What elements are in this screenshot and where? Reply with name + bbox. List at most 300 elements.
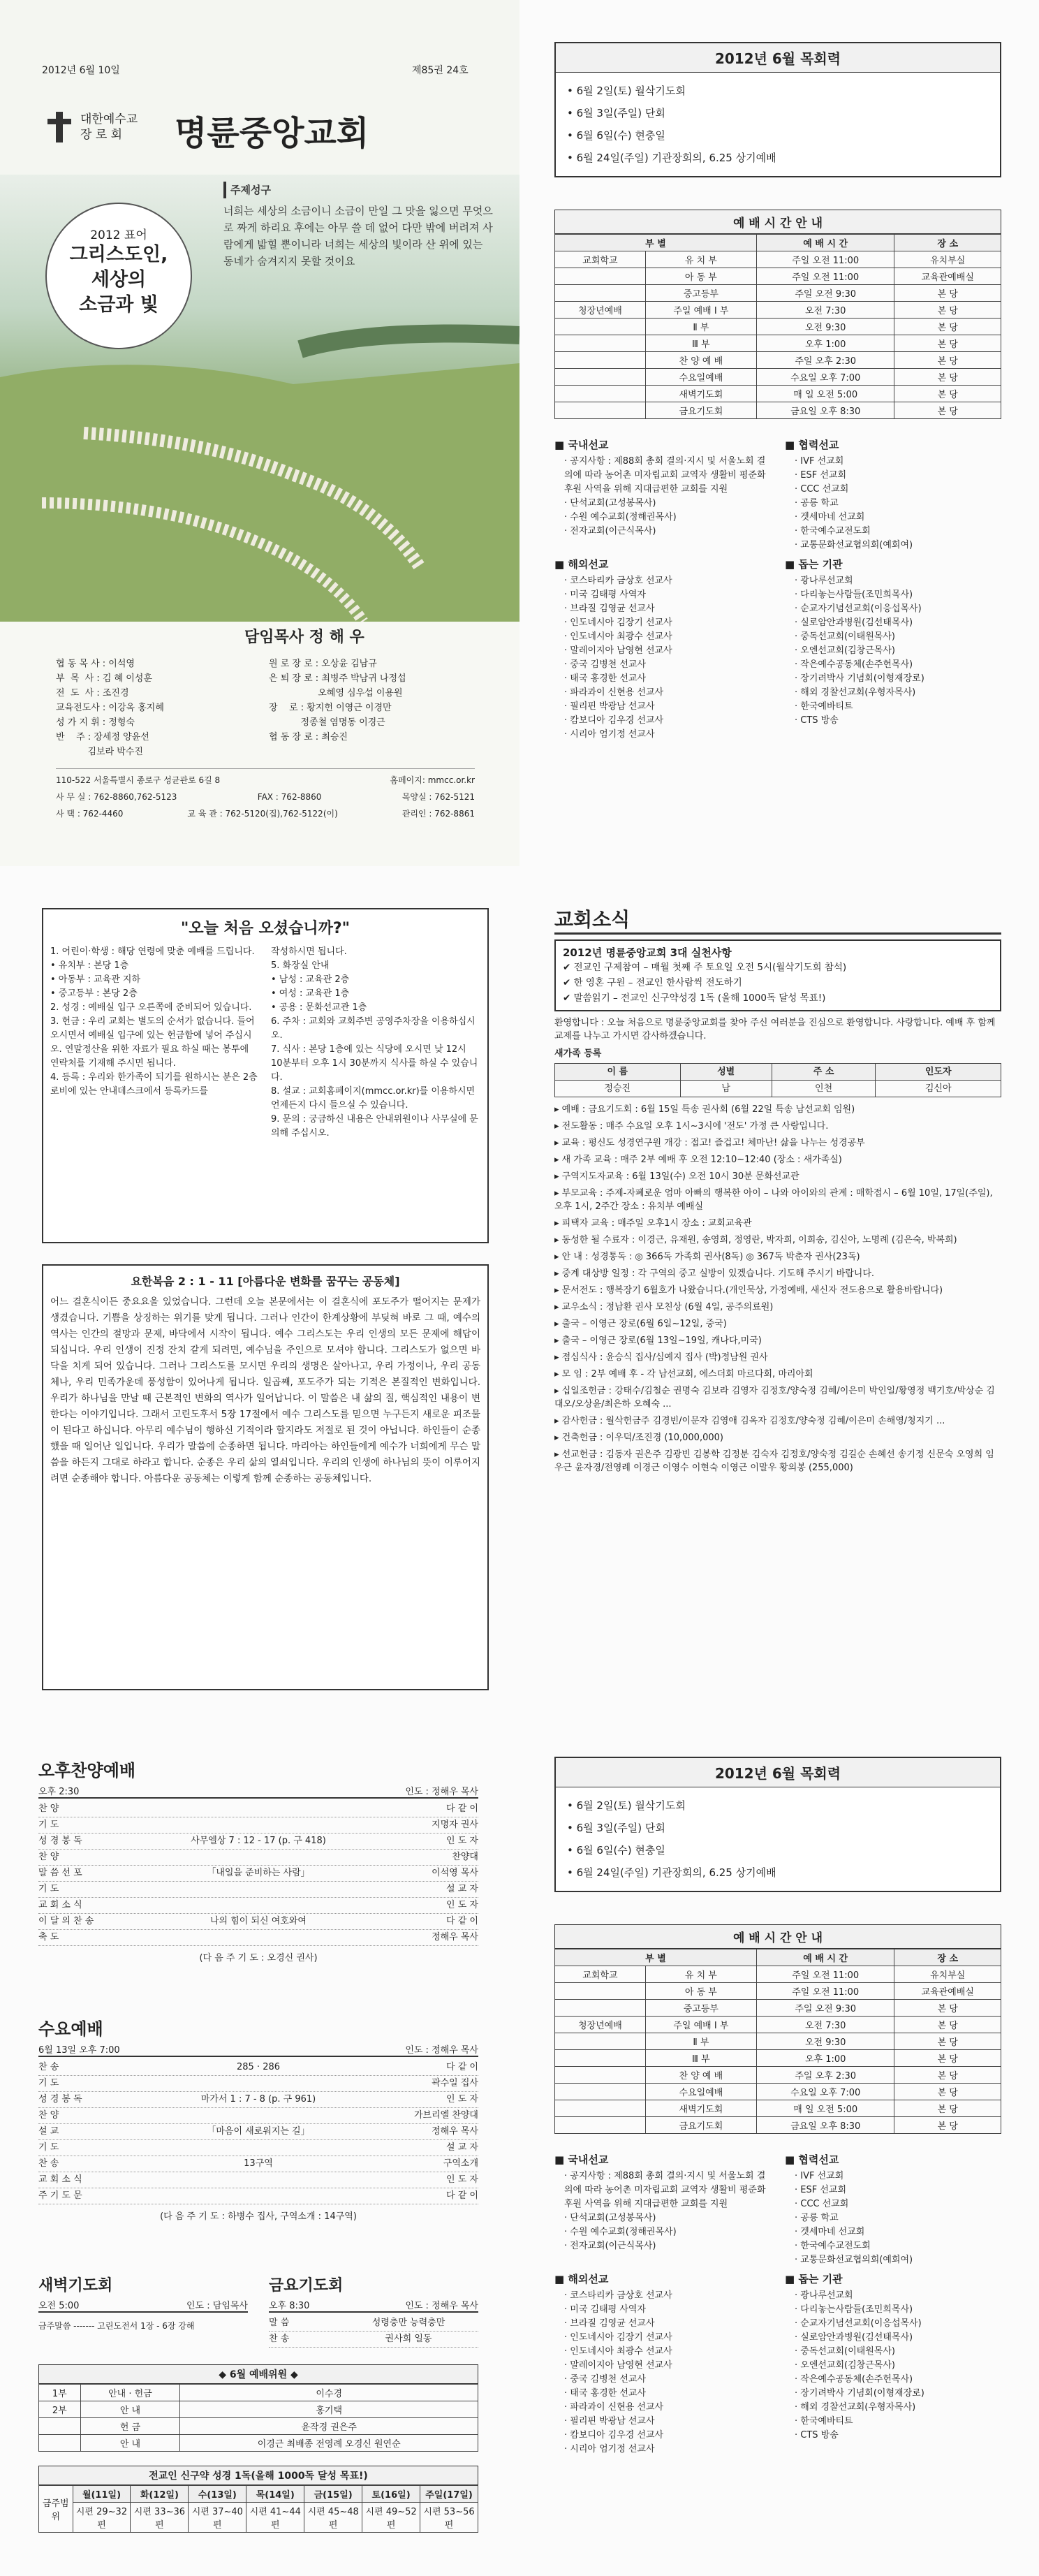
- worship-times-box: [554, 210, 1001, 419]
- order-cell: 「마음이 새로워지는 길」: [207, 2126, 310, 2137]
- worship-row: [555, 2100, 1001, 2117]
- news-items: [554, 1103, 1001, 1474]
- address: 110-522 서울특별시 종로구 성균관로 6길 8: [56, 775, 221, 785]
- order-cell: 나의 힘이 되신 여호와여: [210, 1916, 307, 1926]
- cross-icon: [56, 112, 63, 142]
- info-page-bottom: [520, 1715, 1039, 2576]
- news-content: [554, 1016, 1001, 1478]
- servers-cell: 이수경: [180, 2385, 478, 2401]
- mission-list: [554, 574, 771, 742]
- rectory-phone: 사 택 : 762-4460: [56, 809, 124, 819]
- mission-item: · 시리아 엄기정 선교사: [564, 2443, 771, 2457]
- staff-cell: 오혜영 심우섭 이용원: [269, 688, 403, 698]
- mission-block: [554, 433, 1001, 742]
- mission-item: · 해외 경찰선교회(우형자목사): [795, 2401, 1001, 2415]
- wednesday-leader: 인도 : 정해우 목사: [405, 2045, 478, 2056]
- worship-cell: 본 당: [894, 302, 1001, 319]
- welcome-item: 8. 설교 : 교회홈페이지(mmcc.or.kr)를 이용하시면 언제든지 다시 들으실 수 있습니다.: [271, 1086, 476, 1111]
- mission-item: · 파라과이 신현용 선교사: [564, 2401, 771, 2415]
- order-cell: 인 도 자: [446, 1836, 478, 1846]
- worship-row: [555, 2084, 1001, 2100]
- mission-item: · 공릉 학교: [795, 497, 1001, 511]
- worship-cell: 교육관예배실: [894, 268, 1001, 285]
- worship-cell: 수요일 오후 7:00: [756, 369, 894, 386]
- welcome-left-column: [50, 945, 260, 1141]
- order-cell: [149, 1801, 369, 1817]
- welcome-item: 2. 성경 : 예배실 입구 오른쪽에 준비되어 있습니다.: [50, 1002, 252, 1013]
- staff-cell: 협 동 목 사 : 이석영: [56, 659, 135, 669]
- order-cell: 찬 양: [38, 2110, 59, 2121]
- welcome-item: • 유치부 : 본당 1층: [50, 960, 129, 971]
- news-item: ▸ 십일조헌금 : 강태수/김철순 권명숙 김보라 김영자 김정호/양숙정 김혜/이은미 박인일/황영정 백기호/박상순 김대오/오상윤/최은하 오혜숙 ...: [554, 1386, 995, 1410]
- worship-cell: [555, 2084, 646, 2100]
- dawn-prayer: [38, 2274, 248, 2332]
- motto-line-1: 그리스도인,: [69, 244, 168, 265]
- mission-item: · 다리놓는사람들(조민희목사): [795, 588, 1001, 602]
- news-item: ▸ 새 가족 교육 : 매주 2부 예배 후 오전 12:10~12:40 (장소 : 새가족실): [554, 1155, 842, 1165]
- servers-cell: 1부: [39, 2385, 81, 2401]
- servers-cell: 안내 · 헌금: [80, 2385, 180, 2401]
- worship-times-title: 예 배 시 간 안 내: [554, 210, 1001, 234]
- reading-range: 시편 53~56편: [420, 2503, 478, 2533]
- order-cell: 「내일을 준비하는 사람」: [207, 1868, 310, 1878]
- reading-range: 시편 45~48편: [304, 2503, 362, 2533]
- staff-row: [56, 671, 482, 686]
- order-row: [38, 1850, 478, 1866]
- afternoon-leader: 인도 : 정해우 목사: [405, 1787, 478, 1797]
- worship-cell: 본 당: [894, 369, 1001, 386]
- staff-cell: 정종철 염명동 이경근: [269, 717, 385, 728]
- worship-cell: 찬 양 예 배: [645, 2067, 756, 2084]
- afternoon-time: 오후 2:30: [38, 1787, 80, 1797]
- staff-cell: 성 가 지 휘 : 정형숙: [56, 717, 135, 728]
- worship-cell: 금요기도회: [645, 2117, 756, 2134]
- mission-column: [554, 552, 771, 742]
- mission-column: [785, 552, 1001, 742]
- afternoon-order: [38, 1801, 478, 1946]
- friday-time: 오후 8:30: [269, 2301, 310, 2311]
- worship-row: [555, 352, 1001, 369]
- order-row: [269, 2332, 478, 2348]
- practice-title: 2012년 명륜중앙교회 3대 실천사항: [563, 946, 732, 959]
- worship-row: [555, 251, 1001, 268]
- staff-cell: 부 목 사 : 김 혜 이성훈: [56, 673, 152, 684]
- mission-block-2: [554, 2148, 1001, 2457]
- welcome-title: "오늘 처음 오셨습니까?": [180, 920, 351, 937]
- welcome-item: • 여성 : 교육관 1층: [271, 988, 350, 999]
- denomination-line-2: 장 로 회: [80, 128, 123, 142]
- worship-cell: 유 치 부: [645, 1966, 756, 1983]
- mission-column: [554, 433, 771, 552]
- mission-item: · 단석교회(고성봉목사): [564, 2211, 771, 2225]
- mission-item: · 실로암안과병원(김선태목사): [795, 616, 1001, 630]
- dawn-time: 오전 5:00: [38, 2301, 80, 2311]
- order-cell: 정해우 목사: [432, 1932, 478, 1942]
- news-item: ▸ 피택자 교육 : 매주일 오후1시 장소 : 교회교육관: [554, 1218, 752, 1229]
- worship-cell: 주일 예배 Ⅰ 부: [645, 302, 756, 319]
- mission-item: · 장기려박사 기념회(이형재장로): [795, 2387, 1001, 2401]
- worship-cell: 수요일예배: [645, 369, 756, 386]
- mission-item: · 필리핀 박광남 선교사: [564, 2415, 771, 2429]
- afternoon-next: (다 음 주 기 도 : 오경신 권사): [199, 1953, 318, 1963]
- services-page: [0, 1715, 520, 2576]
- calendar-title: 2012년 6월 목회력: [556, 43, 1000, 73]
- mission-item: · 수원 예수교회(정해권목사): [564, 2225, 771, 2239]
- worship-times-box-2: [554, 1924, 1001, 2134]
- mission-title: ■ 돕는 기관: [785, 2273, 843, 2285]
- worship-cell: 수요일예배: [645, 2084, 756, 2100]
- worship-cell: 새벽기도회: [645, 2100, 756, 2117]
- worship-cell: [555, 1983, 646, 2000]
- reading-day: 금(15일): [304, 2486, 362, 2503]
- staff-cell: [269, 745, 482, 759]
- denomination-line-1: 대한예수교: [80, 112, 138, 126]
- order-cell: [149, 1817, 369, 1833]
- mission-item: · 광나루선교회: [795, 2289, 1001, 2303]
- sermon-title: 요한복음 2 : 1 - 11 [아름다운 변화를 꿈꾸는 공동체]: [131, 1275, 400, 1288]
- order-row: [38, 2060, 478, 2076]
- worship-cell: 본 당: [894, 2000, 1001, 2017]
- order-cell: 구역소개: [443, 2158, 478, 2169]
- mission-item: · 순교자기념선교회(이응섭목사): [795, 2317, 1001, 2331]
- order-row: [38, 1898, 478, 1914]
- order-cell: 사무엘상 7 : 12 - 17 (p. 구 418): [191, 1836, 326, 1846]
- mission-column: [785, 433, 1001, 552]
- servers-cell: 2부: [39, 2401, 81, 2418]
- worship-cell: 금요일 오후 8:30: [756, 402, 894, 419]
- worship-cell: 주일 오전 11:00: [756, 268, 894, 285]
- newcomer-header: 성별: [680, 1064, 772, 1081]
- office-phone: 사 무 실 : 762-8860,762-5123: [56, 792, 177, 802]
- mission-item: · 순교자기념선교회(이응섭목사): [795, 602, 1001, 616]
- reading-day: 목(14일): [246, 2486, 304, 2503]
- order-cell: 다 같 이: [446, 1916, 478, 1926]
- mission-item: · 한국예바티트: [795, 700, 1001, 714]
- mission-column: [554, 2267, 771, 2457]
- news-item: ▸ 부모교육 : 주제-자폐로운 엄마 아빠의 행복한 아이 – 나와 아이와의 관계 : 매학접시 – 6월 10일, 17일(주일), 오후 1시, 2주간 장소 : 유치부 예배실: [554, 1188, 993, 1212]
- sermon-body: 어느 결혼식이든 중요요올 있었습니다. 그런데 오늘 본문에서는 이 결혼식에 포도주가 떨어지는 문제가 생겼습니다. 기쁨을 상징하는 위기를 맞게 됩니다. 그러나 인간이 한계상황에 부딪혀 바로 그 때, 예수의 역사는 인간의 절망과 문제, 바닥에서 시작이 됩니다. 예수 그리스도는 우리 인생의 모든 문제에 해답이 되십니다. 우리 인생이 진정 잔치 같게 되려면, 예수님을 주인으로 모셔야 합니다. 그리스도가 없으면 바닥을 치게 되어 있습니다. 그러나 그리스도를 모시면 우리의 생명은 살아나고, 우리 가정이나, 우리 공동체나, 우리 민족가운데 풍성함이 있어나게 됩니다. 일곱째, 포도주가 되는 기적은 본질적인 변화입니다. 우리가 하나님을 만날 때 근본적인 변화의 역사가 일어납니다. 이 말씀은 내 삶의 질, 핵심적인 내용이 변한다는 이야기입니다. 그래서 고린도후서 5장 17절에서 예수 그리스도를 믿으면 누구든지 새로운 피조물이 된다고 하십니다. 아무리 예수님이 행하신 기적이라 할지라도 저절로 된 것이 아닙니다. 하인들이 순종했을 때 일어난 일입니다. 우리가 말씀에 순종하면 됩니다. 마리아는 하인들에게 예수가 너희에게 무슨 말씀을 하든지 그대로 하라고 합니다. 순종은 우리 삶의 열쇠입니다. 우리의 인생에 하나님의 뜻이 이루어지려면 순종해야 합니다. 아름다운 공동체는 이렇게 함께 순종하는 공동체입니다.: [50, 1296, 480, 1484]
- servers-box: [38, 2364, 478, 2452]
- order-cell: 설 교 자: [446, 2142, 478, 2153]
- mission-item: · 해외 경찰선교회(우형자목사): [795, 686, 1001, 700]
- order-cell: 말 씀: [269, 2318, 290, 2328]
- afternoon-title: 오후찬양예배: [38, 1761, 136, 1780]
- staff-cell: 교육전도사 : 이강옥 홍지혜: [56, 703, 164, 713]
- mission-title: ■ 해외선교: [554, 558, 609, 571]
- servers-cell: 이경근 최배종 전영례 오경신 원연순: [180, 2435, 478, 2452]
- theme-verse-text: 너희는 세상의 소금이니 소금이 만일 그 맛을 잃으면 무엇으로 짜게 하리요 후에는 아무 쓸 데 없어 다만 밖에 버려져 사람에게 밟힐 뿐이니라 너희는 세상의 빛이라 산 위에 있는 동네가 숨겨지지 못할 것이요: [223, 205, 493, 268]
- worship-row: [555, 2000, 1001, 2017]
- staff-row: [56, 745, 482, 759]
- worship-cell: [555, 2067, 646, 2084]
- order-cell: 설 교: [38, 2126, 59, 2137]
- mission-item: · 중국 김병천 선교사: [564, 658, 771, 672]
- worship-times-table: [554, 234, 1001, 419]
- order-cell: 다 같 이: [446, 1803, 478, 1814]
- worship-cell: 매 일 오전 5:00: [756, 386, 894, 402]
- worship-cell: 본 당: [894, 352, 1001, 369]
- mission-item: · 겟세마네 선교회: [795, 2225, 1001, 2239]
- reading-day: 주일(17일): [420, 2486, 478, 2503]
- news-item: ▸ 건축헌금 : 이우덕/조진경 (10,000,000): [554, 1433, 723, 1443]
- worship-cell: Ⅲ 부: [645, 335, 756, 352]
- news-item: ▸ 점심식사 : 윤승식 집사/심예지 집사 (박)정남원 권사: [554, 1352, 768, 1363]
- friday-title: 금요기도회: [269, 2277, 344, 2295]
- reading-range: 시편 37~40편: [189, 2503, 246, 2533]
- order-row: [38, 2140, 478, 2156]
- worship-cell: 본 당: [894, 2100, 1001, 2117]
- mission-item: · 인도네시아 최광수 선교사: [564, 630, 771, 644]
- staff-row: [56, 701, 482, 715]
- mission-item: · 오엔선교회(김창근목사): [795, 2359, 1001, 2373]
- dawn-title: 새벽기도회: [38, 2277, 113, 2295]
- reading-range: 시편 49~52편: [362, 2503, 420, 2533]
- order-cell: [149, 2108, 369, 2123]
- contact-block: [56, 768, 475, 822]
- mission-item: · 말레이지아 남영현 선교사: [564, 644, 771, 658]
- newcomer-header: 이 름: [555, 1064, 681, 1081]
- welcome-item: 7. 식사 : 본당 1층에 있는 식당에 오시면 낮 12시 10분부터 오후 1시 30분까지 식사를 하실 수 있습니다.: [271, 1044, 478, 1083]
- order-cell: 인 도 자: [446, 1900, 478, 1910]
- friday-leader: 인도 : 정해우 목사: [405, 2301, 478, 2311]
- reading-days-row: [39, 2486, 478, 2503]
- order-cell: 다 같 이: [446, 2062, 478, 2072]
- newcomer-header: 인도자: [876, 1064, 1001, 1081]
- worship-header: 부 별: [555, 235, 757, 251]
- church-name: 명륜중앙교회: [175, 114, 369, 153]
- mission-list: [554, 455, 771, 539]
- reading-day: 화(12일): [131, 2486, 189, 2503]
- staff-cell: 전 도 사 : 조진경: [56, 688, 129, 698]
- mission-item: · 캄보디아 김우경 선교사: [564, 2429, 771, 2443]
- mission-title: ■ 국내선교: [554, 439, 609, 451]
- order-cell: 285 · 286: [236, 2062, 281, 2072]
- worship-row: [555, 335, 1001, 352]
- dawn-leader: 인도 : 담임목사: [186, 2301, 248, 2311]
- order-cell: 성령충만 능력충만: [371, 2318, 445, 2328]
- worship-header: 장 소: [894, 235, 1001, 251]
- mission-item: · 태국 홍경한 선교사: [564, 672, 771, 686]
- worship-cell: 아 동 부: [645, 268, 756, 285]
- mission-title: ■ 협력선교: [785, 2153, 839, 2166]
- order-cell: 기 도: [38, 2142, 59, 2153]
- order-cell: 성 경 봉 독: [38, 1836, 82, 1846]
- study-phone: 목양실 : 762-5121: [401, 792, 475, 802]
- worship-cell: 청장년예배: [555, 302, 646, 319]
- order-cell: 이석영 목사: [432, 1868, 478, 1878]
- motto-line-2: 세상의: [91, 269, 147, 291]
- servers-row: [39, 2418, 478, 2435]
- worship-cell: 오후 1:00: [756, 335, 894, 352]
- news-item: ▸ 중계 대상방 일정 : 각 구역의 중고 실방이 있겠습니다. 기도해 주시기 바랍니다.: [554, 1268, 875, 1279]
- welcome-item: 6. 주차 : 교회와 교회주변 공영주차장을 이용하십시오.: [271, 1016, 476, 1041]
- worship-row: [555, 268, 1001, 285]
- worship-cell: 주일 오전 11:00: [756, 1966, 894, 1983]
- newcomer-cell: 정승진: [555, 1081, 681, 1097]
- order-row: [38, 2076, 478, 2092]
- mission-item: · 공지사항 : 제88회 총회 결의·지시 및 서울노회 결의에 따라 농어촌 미자립교회 교역자 생활비 평준화 후원 사역을 위해 지대급편한 교회를 지원: [564, 2169, 771, 2211]
- practice-box: [554, 939, 1001, 1011]
- worship-cell: 유치부실: [894, 251, 1001, 268]
- worship-row: [555, 2033, 1001, 2050]
- welcome-item: 작성하시면 됩니다.: [271, 946, 347, 957]
- worship-cell: [555, 2100, 646, 2117]
- worship-cell: 교회학교: [555, 1966, 646, 1983]
- order-cell: 찬 양: [38, 1852, 59, 1862]
- order-cell: 교 회 소 식: [38, 2174, 82, 2185]
- mission-item: · 공지사항 : 제88회 총회 결의·지시 및 서울노회 결의에 따라 농어촌 미자립교회 교역자 생활비 평준화 후원 사역을 위해 지대급편한 교회를 지원: [564, 455, 771, 497]
- servers-cell: 헌 금: [80, 2418, 180, 2435]
- staff-cell: 은 퇴 장 로 : 최병주 박남귀 나정섭: [269, 673, 406, 684]
- order-cell: [149, 1850, 369, 1865]
- worship-row: [555, 1983, 1001, 2000]
- calendar-box-2: [554, 1757, 1001, 1892]
- news-item: ▸ 구역지도자교육 : 6월 13일(수) 오전 10시 30분 문화선교관: [554, 1171, 799, 1182]
- worship-header: 예 배 시 간: [756, 235, 894, 251]
- worship-cell: 유 치 부: [645, 251, 756, 268]
- cover-page: [0, 0, 520, 866]
- worship-cell: [555, 386, 646, 402]
- church-news-page: [520, 866, 1039, 1715]
- mission-item: · 브라질 김영균 선교사: [564, 2317, 771, 2331]
- servers-cell: 홍기택: [180, 2401, 478, 2418]
- calendar-item: • 6월 2일(토) 월삭기도회: [567, 80, 989, 102]
- order-cell: 찬 양: [38, 1803, 59, 1814]
- order-row: [38, 2172, 478, 2188]
- welcome-item: • 중고등부 : 본당 2층: [50, 988, 138, 999]
- reading-day: 토(16일): [362, 2486, 420, 2503]
- order-row: [38, 2156, 478, 2172]
- mission-item: · 공릉 학교: [795, 2211, 1001, 2225]
- mission-title: ■ 국내선교: [554, 2153, 609, 2166]
- order-row: [269, 2315, 478, 2332]
- order-cell: [149, 2140, 369, 2156]
- worship-cell: 주일 오전 9:30: [756, 285, 894, 302]
- news-item: ▸ 출국 – 이영근 장로(6월 13일~19일, 캐나다,미국): [554, 1335, 762, 1346]
- worship-cell: 오전 9:30: [756, 2033, 894, 2050]
- news-item: ▸ 감사헌금 : 월삭헌금주 김경빈/이문자 김영애 김옥자 김정호/양숙정 김혜/이은미 손해영/청지기 ...: [554, 1416, 945, 1426]
- worship-header-row: [555, 1949, 1001, 1966]
- worship-cell: 본 당: [894, 285, 1001, 302]
- order-cell: 인 도 자: [446, 2094, 478, 2105]
- order-cell: 축 도: [38, 1932, 59, 1942]
- calendar-item: • 6월 24일(주일) 기관장회의, 6.25 상기예배: [567, 1861, 989, 1884]
- news-item: ▸ 모 임 : 2부 예배 후 - 각 남선교회, 에스더회 마르다회, 마리아회: [554, 1369, 813, 1380]
- news-item: ▸ 교육 : 평신도 성경연구원 개강 : 접고! 즐겁고! 체마난! 삶을 나누는 성경공부: [554, 1138, 865, 1148]
- order-cell: 주 기 도 문: [38, 2190, 82, 2201]
- calendar-box: [554, 42, 1001, 177]
- worship-cell: 본 당: [894, 2067, 1001, 2084]
- order-row: [38, 1801, 478, 1817]
- worship-row: [555, 2067, 1001, 2084]
- worship-cell: [555, 2117, 646, 2134]
- worship-row: [555, 402, 1001, 419]
- worship-cell: [555, 369, 646, 386]
- reading-day: 월(11일): [73, 2486, 131, 2503]
- mission-item: · 브라질 김영균 선교사: [564, 602, 771, 616]
- worship-cell: 본 당: [894, 402, 1001, 419]
- newcomer-cell: 남: [680, 1081, 772, 1097]
- mission-item: · ESF 선교회: [795, 2183, 1001, 2197]
- fax: FAX : 762-8860: [257, 792, 322, 802]
- order-cell: 성 경 봉 독: [38, 2094, 82, 2105]
- welcome-right-column: [271, 945, 480, 1141]
- calendar-list-2: [556, 1787, 1000, 1891]
- mission-title: ■ 협력선교: [785, 439, 839, 451]
- wednesday-order: [38, 2060, 478, 2204]
- motto-line-3: 소금과 빛: [79, 294, 159, 316]
- mission-column: [785, 2148, 1001, 2267]
- mission-column: [785, 2267, 1001, 2457]
- worship-times-title-2: 예 배 시 간 안 내: [554, 1924, 1001, 1949]
- worship-row: [555, 2117, 1001, 2134]
- staff-list: [56, 657, 482, 759]
- worship-cell: 청장년예배: [555, 2017, 646, 2033]
- worship-cell: 매 일 오전 5:00: [756, 2100, 894, 2117]
- worship-cell: 교육관예배실: [894, 1983, 1001, 2000]
- worship-row: [555, 2050, 1001, 2067]
- newcomer-cell: 김신아: [876, 1081, 1001, 1097]
- practice-list: [563, 960, 993, 1006]
- servers-cell: 안 내: [80, 2435, 180, 2452]
- order-cell: [149, 1930, 369, 1945]
- issue-date: 2012년 6월 10일: [42, 65, 120, 76]
- mission-list: [785, 2289, 1001, 2443]
- mission-item: · 말레이지아 남영현 선교사: [564, 2359, 771, 2373]
- order-row: [38, 2092, 478, 2108]
- mission-item: · 교통문화선교협의회(예회여): [795, 539, 1001, 552]
- servers-row: [39, 2401, 478, 2418]
- order-cell: 기 도: [38, 2078, 59, 2088]
- order-cell: [149, 1898, 369, 1913]
- welcome-item: 1. 어린이·학생 : 해당 연령에 맞춘 예배를 드립니다.: [50, 946, 255, 957]
- order-row: [38, 1930, 478, 1946]
- mission-item: · 단석교회(고성봉목사): [564, 497, 771, 511]
- worship-cell: 주일 오후 2:30: [756, 2067, 894, 2084]
- mission-item: · 캄보디아 김우경 선교사: [564, 714, 771, 728]
- staff-cell: 협 동 장 로 : 최승진: [269, 732, 348, 742]
- mission-column: [554, 2148, 771, 2267]
- sermon-box: [42, 1264, 489, 1690]
- news-item: ▸ 동성한 될 수료자 : 이경근, 유재원, 송영희, 정영란, 박자희, 이희송, 김신아, 노명례 (김은숙, 박복희): [554, 1235, 957, 1245]
- practice-item: ✔ 말씀읽기 – 전교인 신구약성경 1독 (올해 1000독 달성 목표!): [563, 993, 826, 1004]
- worship-cell: 본 당: [894, 335, 1001, 352]
- news-item: ▸ 전도활동 : 매주 수요일 오후 1시~3시에 '전도' 가정 큰 사랑입니다.: [554, 1121, 829, 1132]
- reading-table: [38, 2485, 478, 2533]
- reading-title: 전교인 신구약 성경 1독(올해 1000독 달성 목표!): [38, 2466, 478, 2485]
- mission-title: ■ 돕는 기관: [785, 558, 843, 571]
- worship-row: [555, 302, 1001, 319]
- news-item: ▸ 문서전도 : 행복장기 6월호가 나왔습니다.(개인묵상, 가정예배, 새신자 전도용으로 활용바랍니다): [554, 1285, 943, 1296]
- calendar-item: • 6월 2일(토) 월삭기도회: [567, 1794, 989, 1817]
- worship-cell: Ⅱ 부: [645, 319, 756, 335]
- servers-cell: 윤작경 권은주: [180, 2418, 478, 2435]
- order-cell: 찬 송: [269, 2334, 290, 2344]
- newcomer-header-row: [555, 1064, 1001, 1081]
- staff-cell: 반 주 : 장세정 양윤선: [56, 732, 149, 742]
- mission-item: · 코스타리카 금상호 선교사: [564, 574, 771, 588]
- worship-cell: [555, 2050, 646, 2067]
- welcome-item: • 아동부 : 교육관 지하: [50, 974, 141, 985]
- afternoon-service: [38, 1757, 478, 1963]
- worship-cell: [555, 335, 646, 352]
- staff-row: [56, 715, 482, 730]
- practice-item: ✔ 전교인 구제참여 – 매월 첫째 주 토요일 오전 5시(월삭기도회 참석): [563, 962, 847, 973]
- worship-header: 장 소: [894, 1949, 1001, 1966]
- mission-item: · 작은예수공동체(손주헌목사): [795, 2373, 1001, 2387]
- mission-item: · 미국 김태평 사역자: [564, 588, 771, 602]
- calendar-list: [556, 73, 1000, 176]
